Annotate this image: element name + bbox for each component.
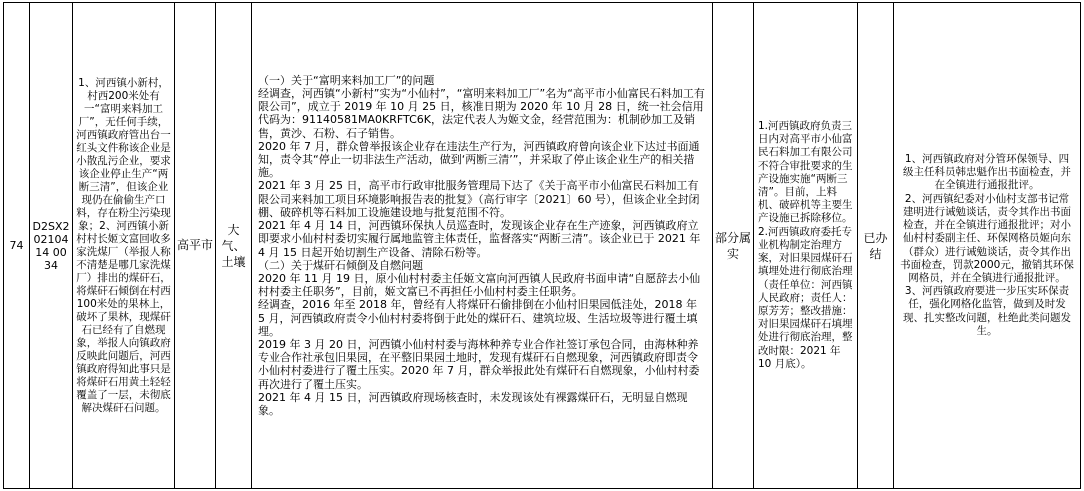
accountability-item: 1、河西镇政府对分管环保领导、四级主任科员韩忠魁作出书面检查，并在全镇进行通报批评。 <box>903 153 1071 192</box>
row-code-cell <box>30 3 73 489</box>
row-city: 高平市 <box>176 238 213 252</box>
accountability-item: 3、河西镇政府要进一步压实环保责任，强化网格化监管，做到及时发现、扎实整改问题，杜绝此类问题发生。 <box>903 285 1071 337</box>
accountability-item: 2、河西镇纪委对小仙村支部书记常建明进行诫勉谈话，责令其作出书面检查，并在全镇进行通报批评；对小仙村村委副主任、环保网格员姬向东（群众）进行诫勉谈话，责令其作出书面检查，罚款2000元，撤销其环保网格员，并在全镇进行通报批评。 <box>900 192 1074 284</box>
row-city-cell <box>175 3 216 489</box>
finding-paragraph: 2021 年 3 月 25 日，高平市行政审批服务管理局下达了《关于高平市小仙富民石料加工有限公司来料加工项目环境影响报告表的批复》（高行审字〔2021〕60 号），但该企业全封闭棚、破碎机等石料加工设施建设地与批复范围不符。 <box>258 179 700 219</box>
row-pollution-type: 大气、土壤 <box>221 222 246 269</box>
row-findings-cell <box>252 3 713 489</box>
row-verdict: 部分属实 <box>714 230 751 261</box>
row-code: D2SX20210414 0034 <box>32 219 70 272</box>
finding-paragraph: 2020 年 7 月，群众曾举报该企业存在违法生产行为，河西镇政府曾向该企业下达过书面通知，责令其“停止一切非法生产活动，做到‘两断三清’”，并采取了停止该企业生产的相关措施。 <box>258 139 700 180</box>
row-rectification-cell <box>754 3 858 489</box>
finding-paragraph: 2021 年 4 月 15 日，河西镇政府现场核查时，未发现该处有裸露煤矸石，无明显自燃现象。 <box>258 390 688 417</box>
finding-paragraph: 2019 年 3 月 20 日，河西镇小仙村村委与海林种养专业合作社签订承包合同，由海林种养专业合作社承包旧果园，在平整旧果园土地时，发现有煤矸石自燃现象，河西镇政府即责令小仙村村委进行了覆土压实。2020 年 7 月，群众举报此处有煤矸石自燃现象，小仙村村委再次进行了覆土压实。 <box>258 337 700 391</box>
finding-paragraph: 2021 年 4 月 14 日，河西镇环保执人员巡查时，发现该企业存在生产迹象，河西镇政府立即要求小仙村村委切实履行属地监管主体责任，监督落实“两断三清”。该企业已于 2021 年 4 月 15 日起开始切割生产设备、清除石粉等。 <box>258 219 701 259</box>
finding-paragraph: 经调查，2016 年至 2018 年，曾经有人将煤矸石偷排倒在小仙村旧果园低洼处，2018 年 5 月，河西镇政府责令小仙村村委将倒于此处的煤矸石、建筑垃圾、生活垃圾等进行覆土填埋。 <box>258 298 698 338</box>
rectification-item: 2.河西镇政府委托专业机构制定治理方案，对旧果园煤矸石填埋处进行彻底治理（责任单位：河西镇人民政府；责任人：原芳芳；整改措施：对旧果园煤矸石填埋处进行彻底治理，整改时限：2021 年 10 月底）。 <box>758 225 853 370</box>
row-verdict-cell <box>713 3 754 489</box>
rectification-item: 1.河西镇政府负责三日内对高平市小仙富民石料加工有限公司不符合审批要求的生产设施实施“两断三清”。目前，上料机、破碎机等主要生产设施已拆除移位。 <box>758 120 853 225</box>
finding-paragraph: 2020 年 11 月 19 日，原小仙村村委主任姬文富向河西镇人民政府书面申请“自愿辞去小仙村村委主任职务”，目前，姬文富已不再担任小仙村村委主任职务。 <box>258 271 701 299</box>
row-accountability-cell <box>894 3 1081 489</box>
row-issue-cell <box>73 3 175 489</box>
row-status-cell <box>858 3 894 489</box>
row-issue-text: 1、河西镇小新村，村西200米处有一“富明来料加工厂”，无任何手续，河西镇政府管出台一红头文件称该企业是小散乱污企业，要求该企业停止生产“两断三清”，但该企业现仍在偷偷生产口料，存在粉尘污染现象；2、河西镇小新村村长姬文富回收多家洗煤厂（举报人称不清楚是哪几家洗煤厂）排出的煤矸石，将煤矸石倾倒在村西100米处的果林上，破坏了果林，现煤矸石已经有了自燃现象，举报人向镇政府反映此问题后，河西镇政府得知此事只是将煤矸石用黄土轻轻覆盖了一层，未彻底解决煤矸石问题。 <box>76 76 171 414</box>
finding-heading-2: （二）关于煤矸石倾倒及自燃问题 <box>258 258 423 272</box>
finding-heading-1: （一）关于“富明来料加工厂”的问题 <box>258 73 435 87</box>
table-row <box>4 3 1081 489</box>
row-status: 已办结 <box>863 230 888 261</box>
row-seq: 74 <box>9 239 24 252</box>
row-seq-cell <box>4 3 30 489</box>
row-type-cell <box>216 3 252 489</box>
finding-paragraph: 经调查，河西镇“小新村”实为“小仙村”，“富明来料加工厂”名为“高平市小仙富民石料加工有限公司”，成立于 2019 年 10 月 25 日，核准日期为 2020 年 10 月 28 日，统一社会信用代码为：91140581MA0KRFTC6K，法定代表人为姬文金，经营范围为：机制砂加工及销售，黄沙、石粉、石子销售。 <box>258 87 705 140</box>
complaint-table <box>3 2 1081 489</box>
